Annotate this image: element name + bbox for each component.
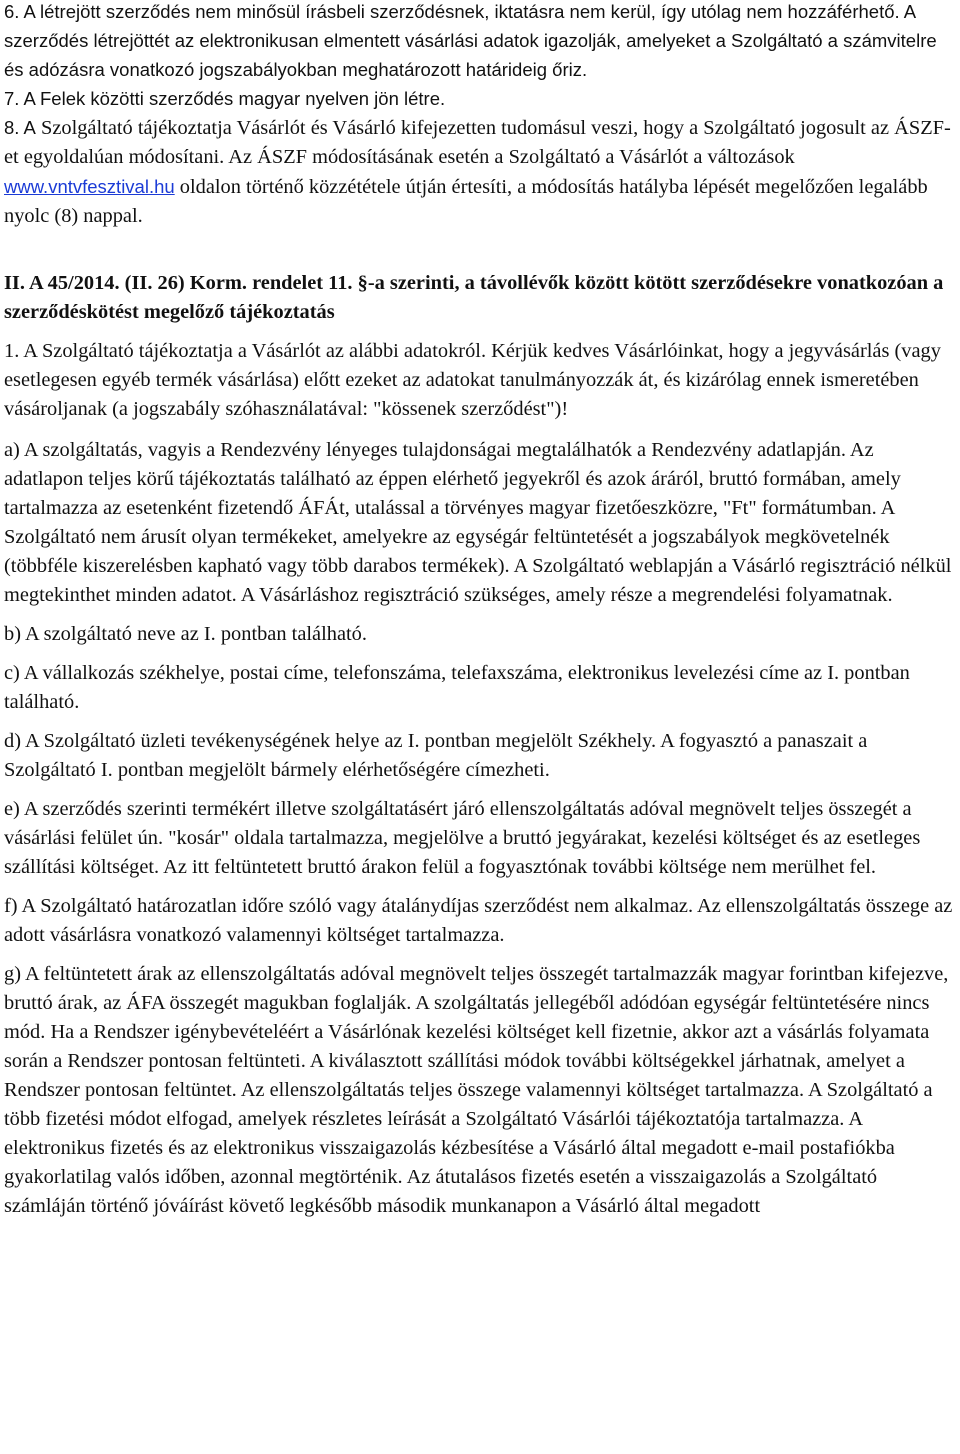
paragraph-8-number: 8. A xyxy=(4,117,36,138)
section-heading-ii: II. A 45/2014. (II. 26) Korm. rendelet 11. §-a szerinti, a távollévők között kötött szerződésekre vonatkozóan a szerződéskötést megelőző tájékoztatás xyxy=(4,272,944,323)
paragraph-8 xyxy=(4,113,956,231)
paragraph-a: a) A szolgáltatás, vagyis a Rendezvény lényeges tulajdonságai megtalálhatók a Rendezvény adatlapján. Az adatlapon teljes körű tájékoztatás található az éppen elérhető jegyekről és azok áráról, bruttó formában, amely tartalmazza az esetenként fizetendő ÁFÁt, utalással a törvényes magyar fizetőeszközre, "Ft" formátumban. A Szolgáltató nem árusít olyan termékeket, amelyekre az egységár feltüntetését a jogszabályok megkövetelnék (többféle kiszerelésben kapható vagy több darabos termékek). A Szolgáltató weblapján a Vásárló regisztráció nélkül megtekinthet minden adatot. A Vásárláshoz regisztráció szükséges, amely része a megrendelési folyamatnak. xyxy=(4,439,952,606)
paragraph-d: d) A Szolgáltató üzleti tevékenységének helye az I. pontban megjelölt Székhely. A fogyasztó a panaszait a Szolgáltató I. pontban megjelölt bármely elérhetőségére címezheti. xyxy=(4,730,868,781)
paragraph-e: e) A szerződés szerinti termékért illetve szolgáltatásért járó ellenszolgáltatás adóval megnövelt teljes összegét a vásárlási felület ún. "kosár" oldala tartalmazza, megjelölve a bruttó jegyárakat, kezelési költséget és az esetleges szállítási költséget. Az itt feltüntetett bruttó árakon felül a fogyasztónak további költsége nem merülhet fel. xyxy=(4,798,921,878)
paragraph-b: b) A szolgáltató neve az I. pontban található. xyxy=(4,623,367,645)
paragraph-7: 7. A Felek közötti szerződés magyar nyelven jön létre. xyxy=(4,88,446,109)
paragraph-8-text-start: Szolgáltató tájékoztatja Vásárlót és Vásárló kifejezetten tudomásul veszi, hogy a Szolgáltató jogosult az ÁSZF-et egyoldalúan módosítani. Az ÁSZF módosításának esetén a Szolgáltató a Vásárlót a változások xyxy=(4,117,951,168)
paragraph-g: g) A feltüntetett árak az ellenszolgáltatás adóval megnövelt teljes összegét tartalmazzák magyar forintban kifejezve, bruttó árak, az ÁFA összegét magukban foglalják. A szolgáltatás jellegéből adódóan egységár feltüntetésére nincs mód. Ha a Rendszer igénybevételéért a Vásárlónak kezelési költséget kell fizetnie, akkor azt a vásárlás folyamata során a Rendszer pontosan feltünteti. A kiválasztott szállítási módok további költségekkel járhatnak, amelyet a Rendszer pontosan feltüntet. Az ellenszolgáltatás teljes összege valamennyi költséget tartalmazza. A Szolgáltató a több fizetési módot elfogad, amelyek részletes leírását a Szolgáltató Vásárlói tájékoztatója tartalmazza. A elektronikus fizetés és az elektronikus visszaigazolás kézbesítése a Vásárló által megadott e-mail postafiókba gyakorlatilag valós időben, azonnal megtörténik. Az átutalásos fizetés esetén a visszaigazolás a Szolgáltató számláján történő jóváírást követő legkésőbb második munkanapon a Vásárló által megadott xyxy=(4,963,949,1217)
paragraph-c: c) A vállalkozás székhelye, postai címe, telefonszáma, telefaxszáma, elektronikus levelezési címe az I. pontban található. xyxy=(4,662,910,713)
paragraph-1: 1. A Szolgáltató tájékoztatja a Vásárlót az alábbi adatokról. Kérjük kedves Vásárlóinkat, hogy a jegyvásárlás (vagy esetlegesen egyéb termék vásárlása) előtt ezeket az adatokat tanulmányozzák át, és kizárólag ennek ismeretében vásároljanak (a jogszabály szóhasználatával: "kössenek szerződést")! xyxy=(4,340,941,420)
paragraph-f: f) A Szolgáltató határozatlan időre szóló vagy átalánydíjas szerződést nem alkalmaz. Az ellenszolgáltatás összege az adott vásárlásra vonatkozó valamennyi költséget tartalmazza. xyxy=(4,895,953,946)
website-link[interactable]: www.vntvfesztival.hu xyxy=(4,176,175,197)
paragraph-8-text-end: oldalon történő közzététele útján értesíti, a módosítás hatályba lépését megelőzően legalább nyolc (8) nappal. xyxy=(4,176,928,227)
paragraph-6: 6. A létrejött szerződés nem minősül írásbeli szerződésnek, iktatásra nem kerül, így utólag nem hozzáférhető. A szerződés létrejöttét az elektronikusan elmentett vásárlási adatok igazolják, amelyeket a Szolgáltató a számvitelre és adózásra vonatkozó jogszabályokban meghatározott határideig őriz. xyxy=(4,1,937,80)
